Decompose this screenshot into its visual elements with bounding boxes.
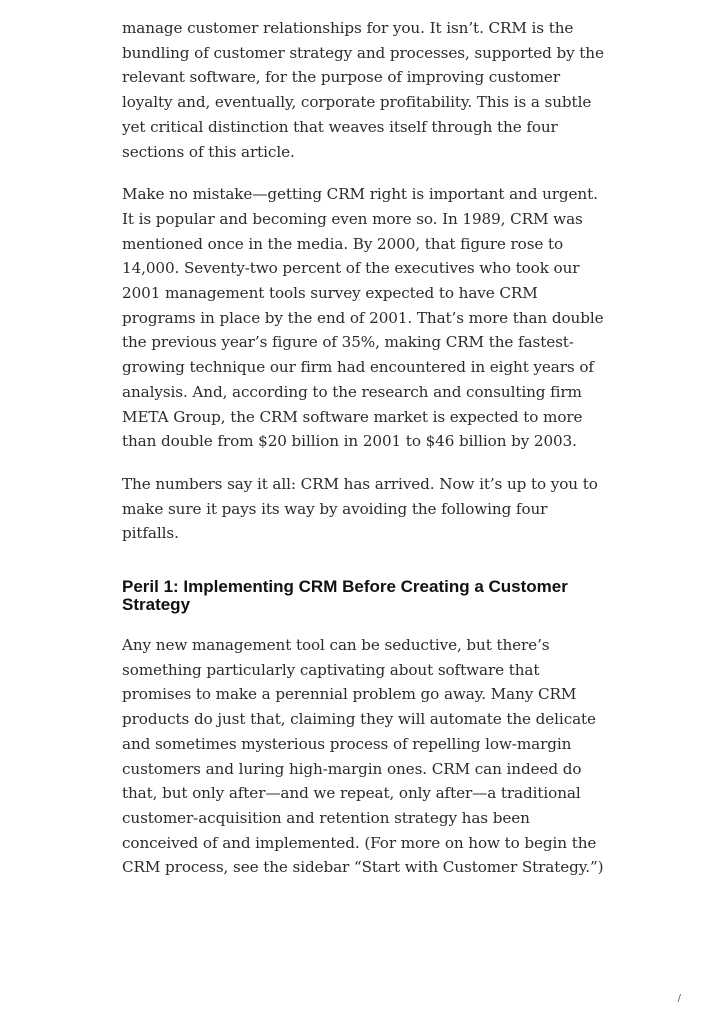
paragraph-crm-statistics: Make no mistake—getting CRM right is important and urgent. It is popular and becoming even more so. In 1989, CRM was mentioned once in the media. By 2000, that figure rose to 14,000. Seventy-two percent of the executives who took our 2001 management tools survey expected to have CRM programs in place by the end of 2001. That’s more than double the previous year’s figure of 35%, making CRM the fastest-growing technique our firm had encountered in eight years of analysis. And, according to the research and consulting firm META Group, the CRM software market is expected to more than double from $20 billion in 2001 to $46 billion by 2003. (122, 185, 604, 451)
section-heading-peril-1: Peril 1: Implementing CRM Before Creating a Customer Strategy (122, 577, 568, 615)
page-mark: / (677, 993, 681, 1004)
paragraph-peril-1: Any new management tool can be seductive, but there’s something particularly captivating about software that promises to make a perennial problem go away. Many CRM products do just that, claiming they will automate the delicate and sometimes mysterious process of repelling low-margin customers and luring high-margin ones. CRM can indeed do that, but only after—and we repeat, only after—a traditional customer-acquisition and retention strategy has been conceived of and implemented. (For more on how to begin the CRM process, see the sidebar “Start with Customer Strategy.”) (122, 636, 604, 877)
paragraph-crm-definition: manage customer relationships for you. It isn’t. CRM is the bundling of customer strategy and processes, supported by the relevant software, for the purpose of improving customer loyalty and, eventually, corporate profitability. This is a subtle yet critical distinction that weaves itself through the four sections of this article. (122, 19, 604, 161)
article-body (122, 16, 608, 898)
paragraph-crm-pitfalls-intro: The numbers say it all: CRM has arrived. Now it’s up to you to make sure it pays its way by avoiding the following four pitfalls. (122, 474, 598, 543)
